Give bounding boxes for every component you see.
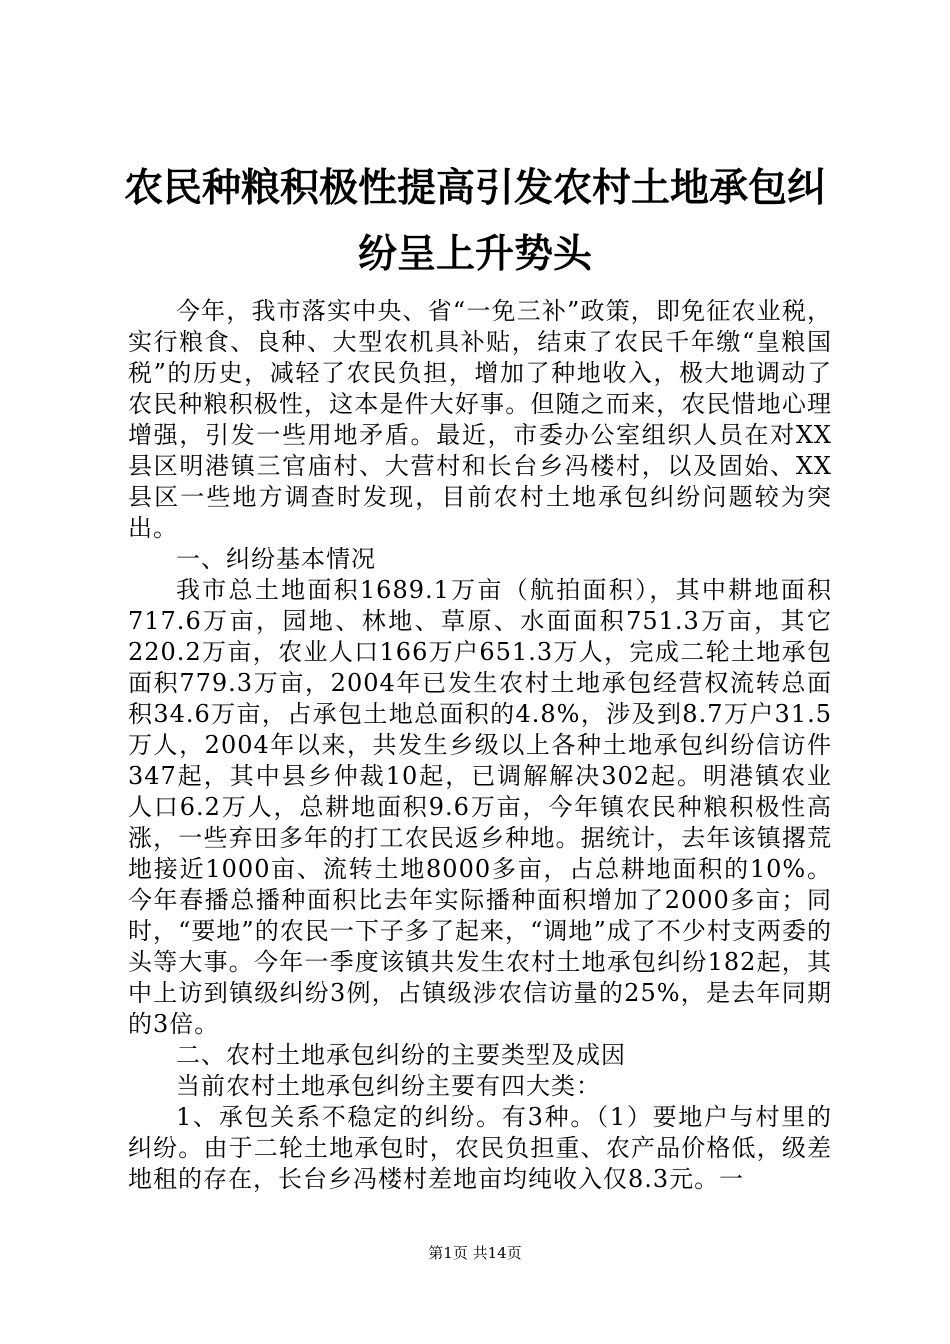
document-body [128, 296, 832, 1195]
paragraph-types-intro: 当前农村土地承包纠纷主要有四大类： [176, 1072, 601, 1100]
paragraph-intro: 今年，我市落实中央、省“一免三补”政策，即免征农业税，实行粮食、良种、大型农机具补贴，结束了农民千年缴“皇粮国税”的历史，减轻了农民负担，增加了种地收入，极大地调动了农民种粮积极性，这本是件大好事。但随之而来，农民惜地心理增强，引发一些用地矛盾。最近，市委办公室组织人员在对XX县区明港镇三官庙村、大营村和长台乡冯楼村，以及固始、XX县区一些地方调查时发现，目前农村土地承包纠纷问题较为突出。 [128, 297, 832, 542]
section-heading-1: 一、纠纷基本情况 [176, 545, 376, 573]
paragraph-type-1: 1、承包关系不稳定的纠纷。有3种。（1）要地户与村里的纠纷。由于二轮土地承包时，农民负担重、农产品价格低，级差地租的存在，长台乡冯楼村差地亩均纯收入仅8.3元。一 [128, 1103, 832, 1193]
document-title: 农民种粮积极性提高引发农村土地承包纠纷呈上升势头 [123, 165, 826, 277]
page-footer: 第1页 共14页 [428, 1244, 522, 1262]
paragraph-statistics: 我市总土地面积1689.1万亩（航拍面积），其中耕地面积717.6万亩，园地、林地、草原、水面面积751.3万亩，其它220.2万亩，农业人口166万户651.3万人，完成二轮土地承包面积779.3万亩，2004年已发生农村土地承包经营权流转总面积34.6万亩，占承包土地总面积的4.8%，涉及到8.7万户31.5万人，2004年以来，共发生乡级以上各种土地承包纠纷信访件347起，其中县乡仲裁10起，已调解解决302起。明港镇农业人口6.2万人，总耕地面积9.6万亩，今年镇农民种粮积极性高涨，一些弃田多年的打工农民返乡种地。据统计，去年该镇撂荒地接近1000亩、流转土地8000多亩，占总耕地面积的10%。今年春播总播种面积比去年实际播种面积增加了2000多亩；同时，“要地”的农民一下子多了起来，“调地”成了不少村支两委的头等大事。今年一季度该镇共发生农村土地承包纠纷182起，其中上访到镇级纠纷3例，占镇级涉农信访量的25%，是去年同期的3倍。 [128, 576, 832, 1038]
section-heading-2: 二、农村土地承包纠纷的主要类型及成因 [176, 1041, 626, 1069]
